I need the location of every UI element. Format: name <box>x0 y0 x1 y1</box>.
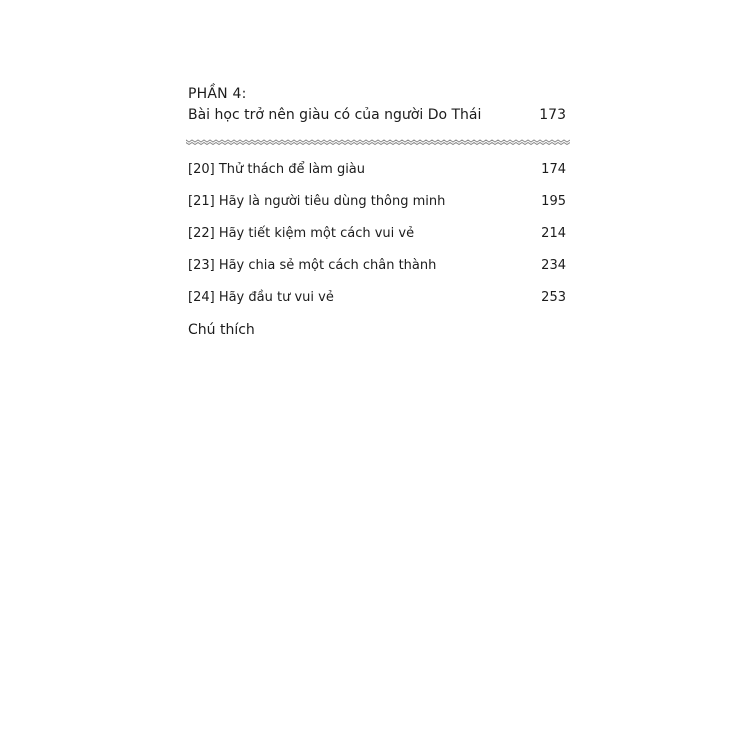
toc-entry-page: 234 <box>541 258 566 273</box>
toc-entry-label: [21] Hãy là người tiêu dùng thông minh <box>188 194 446 209</box>
toc-entry-page: 174 <box>541 162 566 177</box>
part-heading: PHẦN 4: <box>188 86 247 102</box>
toc-entry-20[interactable] <box>188 162 566 177</box>
part-title-row[interactable] <box>188 107 566 123</box>
toc-entry-22[interactable] <box>188 226 566 241</box>
part-page-number: 173 <box>539 107 566 123</box>
toc-entry-label: [23] Hãy chia sẻ một cách chân thành <box>188 258 437 273</box>
toc-entry-label: [24] Hãy đầu tư vui vẻ <box>188 290 334 305</box>
toc-entry-23[interactable] <box>188 258 566 273</box>
toc-entry-label: [20] Thử thách để làm giàu <box>188 162 366 177</box>
part-title: Bài học trở nên giàu có của người Do Thái <box>188 107 482 123</box>
toc-entry-page: 214 <box>541 226 566 241</box>
toc-entry-page: 253 <box>541 290 566 305</box>
toc-entry-21[interactable] <box>188 194 566 209</box>
toc-entry-page: 195 <box>541 194 566 209</box>
notes-entry[interactable]: Chú thích <box>188 322 255 338</box>
toc-entry-24[interactable] <box>188 290 566 305</box>
toc-entry-label: [22] Hãy tiết kiệm một cách vui vẻ <box>188 226 415 241</box>
wavy-divider <box>186 138 570 146</box>
